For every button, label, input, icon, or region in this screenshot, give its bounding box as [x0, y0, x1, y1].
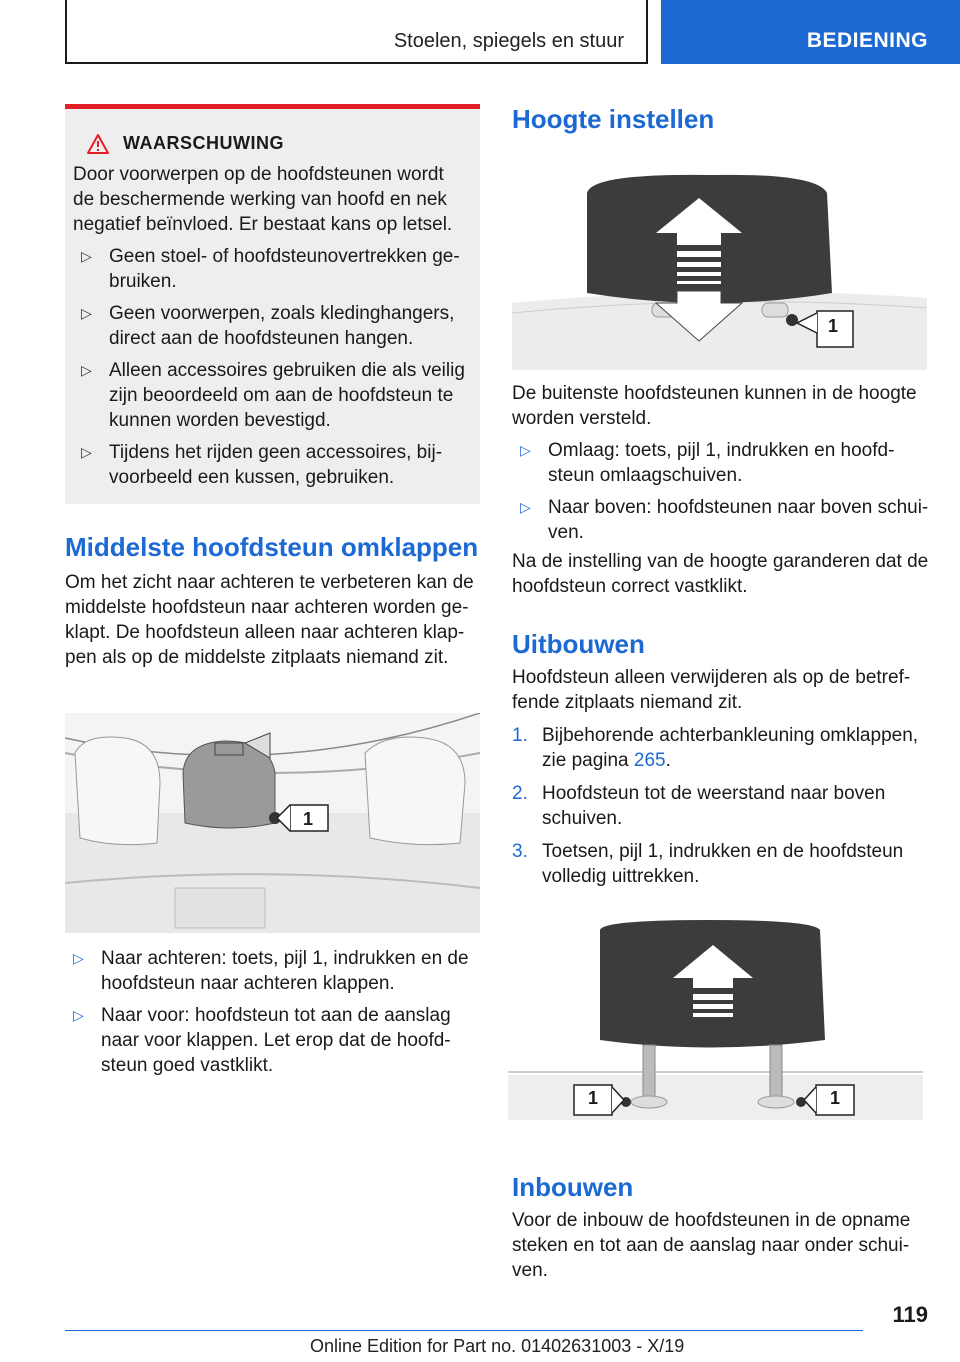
warning-intro: Door voorwerpen op de hoofdsteunen wordt de beschermende werking van hoofd en nek negatief beïnvloed. Er bestaat kans op letsel. — [73, 164, 453, 235]
step-number: 3. — [512, 841, 528, 862]
headrest-removal-image — [508, 920, 923, 1120]
bullet-marker-icon: ▷ — [81, 444, 92, 460]
section-heading: Middelste hoofdsteun omklappen — [65, 532, 479, 562]
list-item — [512, 495, 932, 545]
bullet-marker-icon: ▷ — [81, 362, 92, 378]
step-text: Bijbehorende achterbankleuning omklappen, zie pagina — [542, 725, 919, 771]
warning-bullet: Alleen accessoires gebruiken die als veilig zijn beoordeeld om aan de hoofdsteun te kunnen worden bevestigd. — [109, 360, 465, 431]
warning-box — [65, 104, 480, 504]
figure-callout-label-right: 1 — [830, 1088, 841, 1108]
rear-seat-headrest-image — [65, 713, 480, 933]
list-item — [512, 839, 932, 889]
section-middle-list — [65, 946, 480, 1078]
warning-bullet: Tijdens het rijden geen accessoires, bij-voorbeeld een kussen, gebruiken. — [109, 442, 443, 488]
list-text: Omlaag: toets, pijl 1, indrukken en hoofd-steun omlaagschuiven. — [548, 440, 895, 486]
page-number: 119 — [892, 1302, 928, 1327]
section-body: Voor de inbouw de hoofdsteunen in de opname steken en tot aan de aanslag naar onder schui-ven. — [512, 1210, 911, 1281]
step-number: 1. — [512, 725, 528, 746]
section-heading: Uitbouwen — [512, 629, 645, 659]
footer-edition: Online Edition for Part no. 01402631003 - X/19 — [310, 1336, 685, 1356]
list-item — [65, 1003, 480, 1078]
page-link[interactable]: 265 — [633, 750, 666, 771]
bullet-marker-icon: ▷ — [520, 442, 531, 458]
section-heading: Hoogte instellen — [512, 104, 715, 134]
section-body: Na de instelling van de hoogte garanderen dat de hoofdsteun correct vastklikt. — [512, 551, 929, 597]
step-number: 2. — [512, 783, 528, 804]
step-text: Hoofdsteun tot de weerstand naar boven schuiven. — [542, 783, 886, 829]
header-section-box — [65, 0, 648, 64]
list-item — [65, 946, 480, 996]
list-item — [512, 781, 932, 831]
step-text-end: . — [665, 750, 671, 771]
headrest-height-image — [512, 163, 927, 370]
section-install — [512, 1172, 927, 1283]
section-body: De buitenste hoofdsteunen kunnen in de hoogte worden versteld. — [512, 383, 917, 429]
list-text: Naar achteren: toets, pijl 1, indrukken en de hoofdsteun naar achteren klappen. — [101, 948, 469, 994]
header-chapter-title: BEDIENING — [806, 29, 928, 52]
warning-title: WAARSCHUWING — [123, 133, 284, 153]
figure-callout-label-left: 1 — [588, 1088, 599, 1108]
warning-heading — [87, 131, 470, 156]
bullet-marker-icon: ▷ — [520, 499, 531, 515]
figure-callout-label: 1 — [303, 809, 314, 829]
section-middle — [65, 532, 480, 670]
bullet-marker-icon: ▷ — [73, 950, 84, 966]
header-section-title: Stoelen, spiegels en stuur — [393, 30, 624, 52]
bullet-marker-icon: ▷ — [73, 1007, 84, 1023]
header-chapter-box — [661, 0, 960, 64]
warning-triangle-icon — [87, 134, 109, 154]
bullet-marker-icon: ▷ — [81, 305, 92, 321]
list-item — [512, 438, 932, 488]
warning-bullet: Geen stoel- of hoofdsteunovertrekken ge-bruiken. — [109, 246, 460, 292]
list-text: Naar boven: hoofdsteunen naar boven schui-ven. — [548, 497, 929, 543]
section-height-heading — [512, 104, 927, 134]
list-item — [73, 440, 470, 490]
list-item — [512, 723, 932, 773]
warning-bullet: Geen voorwerpen, zoals kledinghangers, direct aan de hoofdsteunen hangen. — [109, 303, 455, 349]
list-item — [73, 244, 470, 294]
section-height — [512, 381, 932, 889]
figure-callout-label: 1 — [828, 316, 839, 336]
list-text: Naar voor: hoofdsteun tot aan de aanslag naar voor klappen. Let erop dat de hoofd-steun goed vastklikt. — [101, 1005, 451, 1076]
step-text: Toetsen, pijl 1, indrukken en de hoofdsteun volledig uittrekken. — [542, 841, 904, 887]
section-heading: Inbouwen — [512, 1172, 634, 1202]
footer-divider — [65, 1330, 863, 1331]
bullet-marker-icon: ▷ — [81, 248, 92, 264]
list-item — [73, 301, 470, 351]
section-body: Om het zicht naar achteren te verbeteren kan de middelste hoofdsteun naar achteren worden ge-klapt. De hoofdsteun alleen naar achteren klap-pen als op de middelste zitplaats niemand zit. — [65, 572, 474, 668]
section-body: Hoofdsteun alleen verwijderen als op de betref-fende zitplaats niemand zit. — [512, 667, 911, 713]
list-item — [73, 358, 470, 433]
